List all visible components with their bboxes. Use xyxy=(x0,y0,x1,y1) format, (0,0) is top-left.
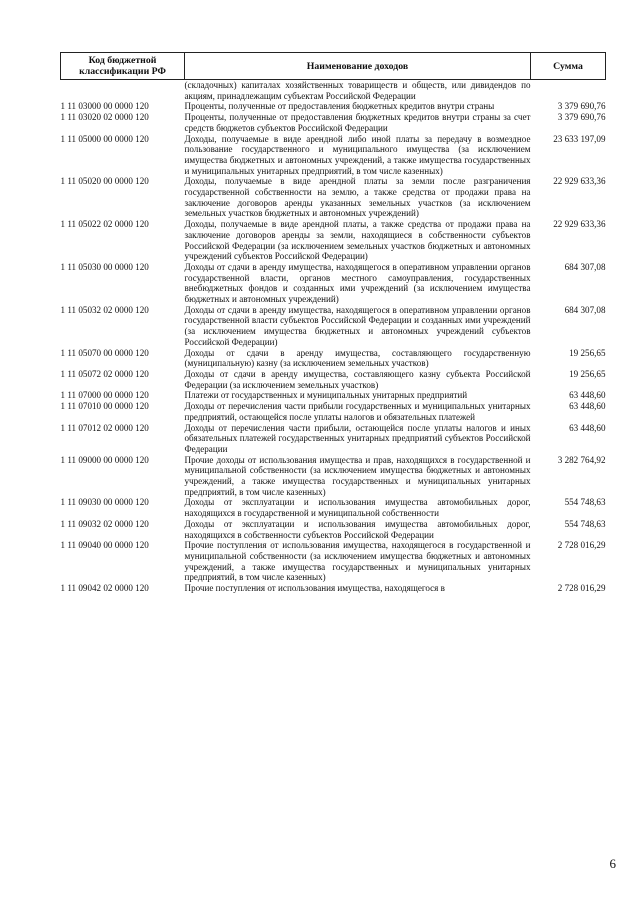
amount-cell: 23 633 197,09 xyxy=(553,133,606,144)
code-cell xyxy=(61,80,185,102)
name-cell: Доходы, получаемые в виде арендной платы, а также средства от продажи права на заключение договоров аренды за земли, находящиеся в собственности субъектов Российской Федерации (за исключением земельных участков бюджетных и автономных учреждений субъектов Российской Федерации) xyxy=(184,219,531,262)
amount-cell: 19 256,65 xyxy=(569,368,606,379)
amount-cell: 22 929 633,36 xyxy=(553,219,606,230)
name-cell: (складочных) капиталах хозяйственных товариществ и обществ, или дивидендов по акциям, принадлежащим субъектам Российской Федерации xyxy=(184,80,531,101)
code-cell: 1 11 05020 00 0000 120 xyxy=(60,176,149,187)
code-cell: 1 11 07010 00 0000 120 xyxy=(60,401,149,412)
table-row xyxy=(61,369,606,390)
amount-cell: 2 728 016,29 xyxy=(557,583,606,594)
amount-cell: 63 448,60 xyxy=(569,422,606,433)
name-cell: Платежи от государственных и муниципальных унитарных предприятий xyxy=(184,390,468,401)
amount-cell: 63 448,60 xyxy=(569,390,606,401)
amount-cell: 3 379 690,76 xyxy=(557,101,606,112)
name-cell: Проценты, полученные от предоставления бюджетных кредитов внутри страны xyxy=(184,101,495,112)
amount-cell: 3 282 764,92 xyxy=(557,454,606,465)
name-cell: Доходы от сдачи в аренду имущества, находящегося в оперативном управлении органов государственной власти, органов местного самоуправления, государственных внебюджетных фондов и созданных ими учреждений (за исключением имущества бюджетных и автономных учреждений) xyxy=(184,261,531,305)
table-row xyxy=(61,112,606,133)
code-cell: 1 11 05032 02 0000 120 xyxy=(60,304,149,315)
header-name: Наименование доходов xyxy=(185,53,531,80)
table-row xyxy=(61,583,606,594)
amount-cell: 554 748,63 xyxy=(564,497,606,508)
amount-cell: 2 728 016,29 xyxy=(557,540,606,551)
code-cell: 1 11 09000 00 0000 120 xyxy=(60,454,149,465)
table-row xyxy=(61,262,606,305)
name-cell: Доходы, получаемые в виде арендной либо иной платы за передачу в возмездное пользование государственного и муниципального имущества (за исключением имущества бюджетных и автономных учреждений, а также имущества государственных и муниципальных унитарных предприятий, в том числе казенных) xyxy=(184,133,531,176)
name-cell: Доходы от перечисления части прибыли государственных и муниципальных унитарных предприятий, остающейся после уплаты налогов и обязательных платежей xyxy=(184,401,531,422)
table-row xyxy=(61,80,606,102)
name-cell: Прочие поступления от использования имущества, находящегося в xyxy=(184,583,445,594)
page-number: 6 xyxy=(609,856,616,871)
code-cell: 1 11 09042 02 0000 120 xyxy=(60,583,149,594)
code-cell: 1 11 05072 02 0000 120 xyxy=(60,368,149,379)
code-cell: 1 11 09032 02 0000 120 xyxy=(60,518,149,529)
table-row xyxy=(61,348,606,369)
amount-cell: 3 379 690,76 xyxy=(557,112,606,123)
table-row xyxy=(61,101,606,112)
code-cell: 1 11 07000 00 0000 120 xyxy=(60,390,149,401)
code-cell: 1 11 05022 02 0000 120 xyxy=(60,219,149,230)
table-row xyxy=(61,219,606,262)
amount-cell: 684 307,08 xyxy=(564,261,606,272)
name-cell: Доходы от эксплуатации и использования имущества автомобильных дорог, находящихся в государственной и муниципальной собственности xyxy=(184,497,531,519)
table-row xyxy=(61,134,606,177)
code-cell: 1 11 09040 00 0000 120 xyxy=(60,540,149,551)
amount-cell xyxy=(531,80,606,102)
name-cell: Доходы от сдачи в аренду имущества, находящегося в оперативном управлении органов государственной власти субъектов Российской Федерации и созданных ими учреждений (за исключением имущества бюджетных и автономных учреждений субъектов Российской Федерации) xyxy=(184,304,531,347)
amount-cell: 554 748,63 xyxy=(564,518,606,529)
amount-cell: 22 929 633,36 xyxy=(553,176,606,187)
code-cell: 1 11 05030 00 0000 120 xyxy=(60,261,149,272)
amount-cell: 63 448,60 xyxy=(569,401,606,412)
code-cell: 1 11 07012 02 0000 120 xyxy=(60,422,149,433)
table-row xyxy=(61,455,606,498)
name-cell: Доходы от перечисления части прибыли, остающейся после уплаты налогов и иных обязательных платежей государственных унитарных предприятий субъектов Российской Федерации xyxy=(184,422,531,454)
table-body xyxy=(61,80,606,594)
name-cell: Доходы от сдачи в аренду имущества, составляющего казну субъекта Российской Федерации (за исключением земельных участков) xyxy=(184,368,531,390)
code-cell: 1 11 05000 00 0000 120 xyxy=(60,133,149,144)
code-cell: 1 11 03000 00 0000 120 xyxy=(60,101,149,112)
header-amount: Сумма xyxy=(531,53,606,80)
amount-cell: 19 256,65 xyxy=(569,347,606,358)
name-cell: Прочие поступления от использования имущества, находящегося в государственной и муниципальной собственности (за исключением имущества бюджетных и автономных учреждений, а также имущества государственных и муниципальных унитарных предприятий, в том числе казенных) xyxy=(184,540,531,583)
table-header-row xyxy=(61,53,606,80)
table-row xyxy=(61,390,606,401)
name-cell: Доходы от сдачи в аренду имущества, составляющего государственную (муниципальную) казну (за исключением земельных участков) xyxy=(184,347,531,369)
revenue-table xyxy=(60,52,606,594)
name-cell: Доходы от эксплуатации и использования имущества автомобильных дорог, находящихся в собственности субъектов Российской Федерации xyxy=(184,518,531,540)
code-cell: 1 11 09030 00 0000 120 xyxy=(60,497,149,508)
header-code: Код бюджетной классификации РФ xyxy=(61,53,185,80)
amount-cell: 684 307,08 xyxy=(564,304,606,315)
table-row xyxy=(61,497,606,518)
name-cell: Проценты, полученные от предоставления бюджетных кредитов внутри страны за счет средств бюджетов субъектов Российской Федерации xyxy=(184,112,531,133)
table-row xyxy=(61,519,606,540)
table-row xyxy=(61,401,606,422)
name-cell: Доходы, получаемые в виде арендной платы за земли после разграничения государственной собственности на землю, а также средства от продажи права на заключение договоров аренды указанных земельных участков (за исключением земельных участков бюджетных и автономных учреждений) xyxy=(184,176,531,219)
table-row xyxy=(61,540,606,583)
name-cell: Прочие доходы от использования имущества и прав, находящихся в государственной и муниципальной собственности (за исключением имущества бюджетных и автономных учреждений, а также имущества государственных и муниципальных унитарных предприятий, в том числе казенных) xyxy=(184,454,531,497)
code-cell: 1 11 03020 02 0000 120 xyxy=(60,112,149,123)
table-row xyxy=(61,305,606,348)
code-cell: 1 11 05070 00 0000 120 xyxy=(60,347,149,358)
table-row xyxy=(61,423,606,455)
table-row xyxy=(61,176,606,219)
